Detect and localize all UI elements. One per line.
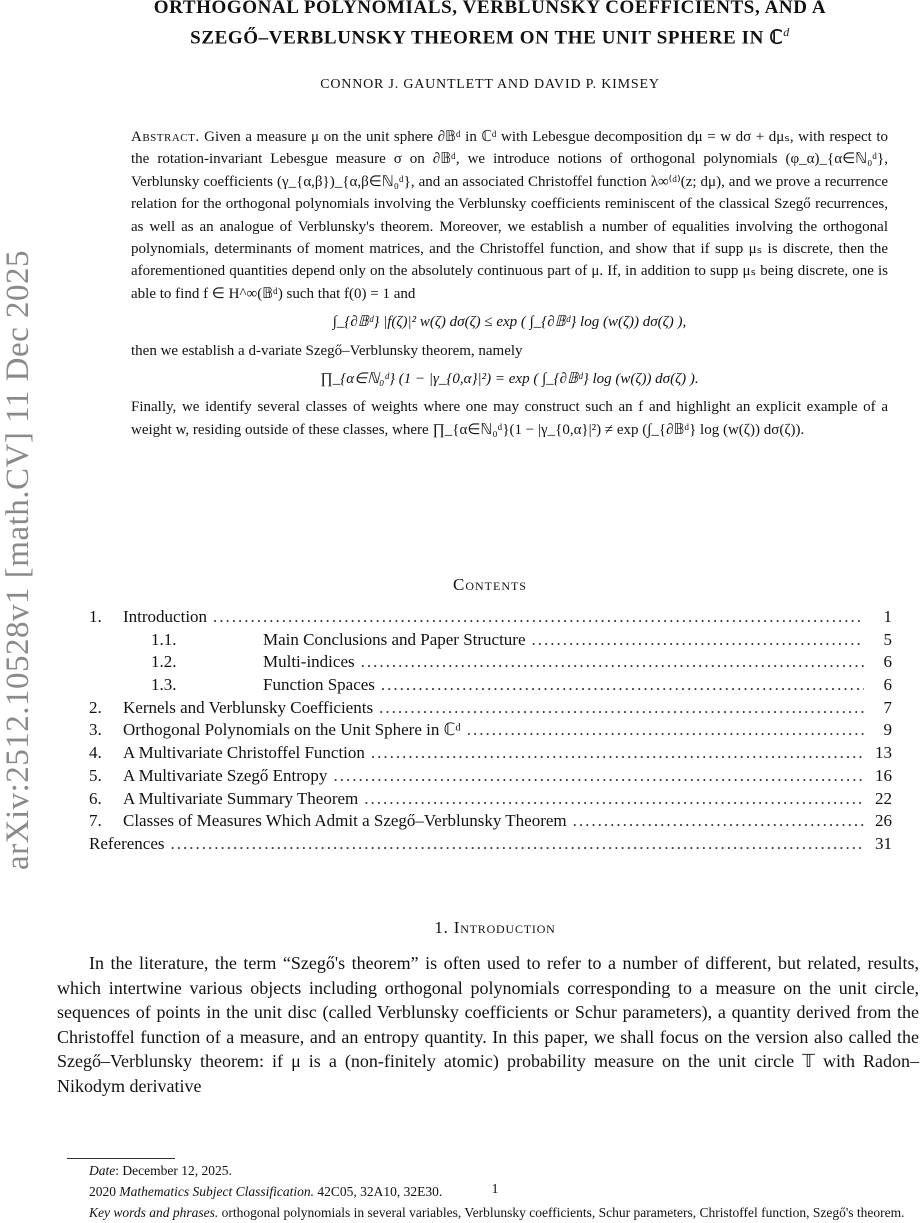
toc-entry-number: 1. [89, 607, 102, 626]
toc-entry-number: 6. [89, 788, 102, 808]
toc-leader-dots [361, 652, 864, 672]
toc-entry-label[interactable]: A Multivariate Christoffel Function [123, 743, 365, 763]
equation-1: ∫_{∂𝔹ᵈ} |f(ζ)|² w(ζ) dσ(ζ) ≤ exp ( ∫_{∂𝔹ᵈ} log (w(ζ)) dσ(ζ) ), [332, 314, 687, 331]
keywords-value: orthogonal polynomials in several variables, Verblunsky coefficients, Schur parameters, Christoffel function, Szegő's theorem. [218, 1205, 905, 1220]
toc-leader-dots [171, 834, 864, 854]
footnote-keywords [57, 1202, 919, 1223]
title-line-2-text: SZEGŐ–VERBLUNSKY THEOREM ON THE UNIT SPHERE IN ℂ [190, 27, 784, 49]
toc-leader-dots [532, 630, 864, 650]
msc-label: Mathematics Subject Classification. [119, 1184, 314, 1199]
msc-value: 42C05, 32A10, 32E30. [313, 1184, 443, 1199]
footnote-date [57, 1160, 919, 1181]
equation-2: ∏_{α∈ℕ₀ᵈ} (1 − |γ_{0,α}|²) = exp ( ∫_{∂𝔹ᵈ} log (w(ζ)) dσ(ζ) ). [320, 371, 699, 388]
toc-leader-dots [573, 811, 864, 831]
toc-leader-dots [381, 675, 864, 695]
toc-entry-page: 6 [883, 675, 892, 695]
title-line-1: ORTHOGONAL POLYNOMIALS, VERBLUNSKY COEFFICIENTS, AND A [153, 0, 827, 18]
title-superscript: d [783, 25, 790, 39]
toc-leader-dots [333, 766, 864, 786]
toc-entry-label[interactable]: A Multivariate Summary Theorem [123, 788, 359, 808]
section-heading [0, 918, 921, 938]
toc-entry-page: 1 [883, 607, 892, 626]
title-line-2 [60, 20, 920, 50]
toc-entry-number: 2. [89, 697, 102, 717]
authors: CONNOR J. GAUNTLETT AND DAVID P. KIMSEY [320, 77, 660, 92]
toc-entry[interactable] [89, 675, 892, 698]
toc-entry-page: 9 [883, 720, 892, 740]
toc-entry-page: 26 [875, 811, 892, 831]
toc-entry-page: 6 [883, 652, 892, 672]
toc-entry-page: 31 [875, 833, 892, 853]
toc-entry-label[interactable]: Orthogonal Polynomials on the Unit Sphere in ℂᵈ [123, 720, 461, 740]
toc-entry-label[interactable]: Introduction [123, 607, 208, 626]
toc-entry-label[interactable]: A Multivariate Szegő Entropy [123, 765, 328, 785]
section-heading-text: 1. Introduction [434, 918, 556, 937]
toc-entry[interactable] [89, 652, 892, 675]
toc-entry-page: 22 [875, 788, 892, 808]
toc-leader-dots [467, 720, 864, 740]
toc-leader-dots [379, 698, 864, 718]
abstract-label: Abstract. [131, 129, 200, 145]
toc-entry[interactable] [89, 811, 892, 834]
paper-title [60, 0, 920, 50]
abstract-para-1 [131, 126, 888, 305]
toc-entry[interactable] [89, 630, 892, 653]
footnote-rule [67, 1158, 175, 1159]
toc-entry[interactable] [89, 789, 892, 812]
toc-entry[interactable] [89, 834, 892, 857]
date-value: : December 12, 2025. [115, 1163, 232, 1178]
toc-entry-number: 5. [89, 765, 102, 785]
toc-entry-label[interactable]: Main Conclusions and Paper Structure [263, 629, 526, 649]
toc-entry-number: 4. [89, 743, 102, 763]
date-label: Date [89, 1163, 116, 1178]
toc-entry-page: 5 [883, 629, 892, 649]
toc-entry-label[interactable]: Multi-indices [263, 652, 355, 672]
toc-entry-label[interactable]: References [89, 833, 165, 853]
toc-leader-dots [213, 607, 864, 627]
toc-leader-dots [371, 743, 864, 763]
toc-entry-number: 1.1. [151, 629, 177, 649]
keywords-label: Key words and phrases. [89, 1205, 219, 1220]
arxiv-stamp: arXiv:2512.10528v1 [math.CV] 11 Dec 2025 [0, 249, 36, 870]
abstract-text-1: Given a measure μ on the unit sphere ∂𝔹ᵈ in ℂᵈ with Lebesgue decomposition dμ = w dσ + dμₛ, with respect to the rotation-invariant Lebesgue measure σ on ∂𝔹ᵈ, we introduce notions of orthogonal polynomials (φ_α)_{α∈ℕ₀ᵈ}, Verblunsky coefficients (γ_{α,β})_{α,β∈ℕ₀ᵈ}, and an associated Christoffel function λ∞⁽ᵈ⁾(z; dμ), and we prove a recurrence relation for the orthogonal polynomials involving the Verblunsky coefficients reminiscent of the classical Szegő recurrences, as well as an analogue of Verblunsky's theorem. Moreover, we establish a number of equalities involving the orthogonal polynomials, determinants of moment matrices, and the Christoffel function, and show that if supp μₛ is discrete, then the aforementioned quantities depend only on the absolutely continuous part of μ. If, in addition to supp μₛ being discrete, one is able to find f ∈ H^∞(𝔹ᵈ) such that f(0) = 1 and [131, 129, 889, 302]
toc-entry-page: 13 [875, 743, 892, 763]
intro-paragraph: In the literature, the term “Szegő's theorem” is often used to refer to a number of different, but related, results, which intertwine various objects including orthogonal polynomials corresponding to a measure on the unit circle, sequences of points in the unit disc (called Verblunsky coefficients or Schur parameters), a quantity derived from the Christoffel function of a measure, and an entropy quantity. In this paper, we shall focus on the version also called the Szegő–Verblunsky theorem: if μ is a (non-finitely atomic) probability measure on the unit circle 𝕋 with Radon–Nikodym derivative [57, 953, 919, 1096]
toc-entry[interactable] [89, 720, 892, 743]
toc-entry-page: 16 [875, 765, 892, 785]
toc-leader-dots [364, 789, 864, 809]
abstract-para-3: Finally, we identify several classes of weights where one may construct such an f and highlight an explicit example of a weight w, residing outside of these classes, where ∏_{α∈ℕ₀ᵈ}(1 − |γ_{0,α}|²) ≠ exp (∫_{∂𝔹ᵈ} log (w(ζ)) dσ(ζ)). [131, 399, 888, 438]
contents-heading: Contents [452, 575, 527, 594]
toc-entry-number: 1.3. [151, 675, 177, 695]
toc-entry-number: 7. [89, 811, 102, 831]
abstract-para-2: then we establish a d-variate Szegő–Verblunsky theorem, namely [131, 342, 523, 359]
toc-entry-number: 3. [89, 720, 102, 740]
toc-entry-label[interactable]: Kernels and Verblunsky Coefficients [123, 697, 374, 717]
toc-entry-label[interactable]: Function Spaces [263, 675, 375, 695]
abstract [131, 126, 888, 441]
toc-entry-label[interactable]: Classes of Measures Which Admit a Szegő–Verblunsky Theorem [123, 811, 567, 831]
toc-entry[interactable] [89, 743, 892, 766]
table-of-contents [89, 607, 892, 857]
toc-entry[interactable] [89, 607, 892, 630]
toc-entry[interactable] [89, 766, 892, 789]
toc-entry-page: 7 [883, 697, 892, 717]
toc-entry[interactable] [89, 698, 892, 721]
toc-entry-number: 1.2. [151, 652, 177, 672]
page-number: 1 [491, 1182, 499, 1197]
msc-prefix: 2020 [89, 1184, 120, 1199]
